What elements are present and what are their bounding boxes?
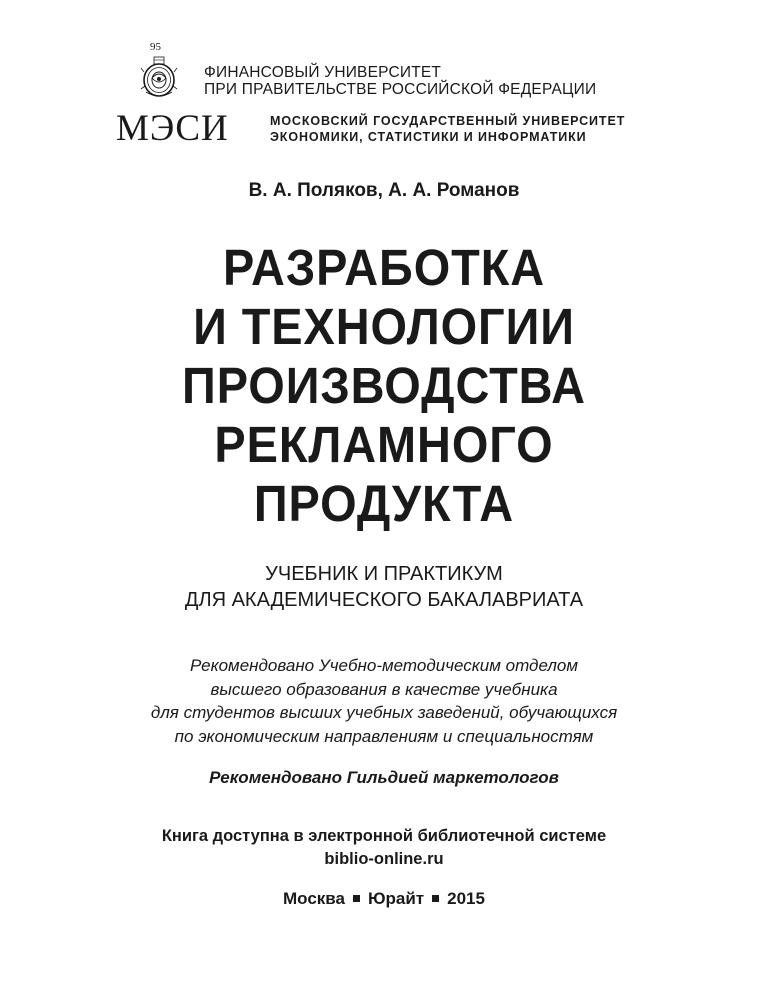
title-line: РАЗРАБОТКА [222, 239, 546, 296]
seal-anniversary-number: 95 [150, 41, 161, 53]
separator-square-icon [353, 895, 360, 902]
title-line: И ТЕХНОЛОГИИ [193, 298, 575, 355]
imprint-publisher: Юрайт [367, 889, 425, 908]
authors: В. А. Поляков, А. А. Романов [248, 180, 520, 201]
mesi-logo: МЭСИ [116, 108, 229, 149]
recommendation-line: высшего образования в качестве учебника [210, 679, 558, 699]
imprint-year: 2015 [447, 889, 485, 908]
ebs-line: Книга доступна в электронной библиотечной системе [161, 827, 607, 845]
book-title [31, 238, 738, 533]
financial-university-header [128, 42, 668, 104]
title-line: ПРОИЗВОДСТВА [182, 357, 586, 414]
book-subtitle [0, 561, 768, 613]
subtitle-line: УЧЕБНИК И ПРАКТИКУМ [265, 563, 503, 585]
guild-recommendation: Рекомендовано Гильдией маркетологов [209, 768, 559, 787]
mesi-line-2: ЭКОНОМИКИ, СТАТИСТИКИ И ИНФОРМАТИКИ [270, 130, 587, 144]
mesi-header [116, 108, 676, 149]
ebs-availability [0, 825, 768, 871]
recommendation-line: по экономическим направлениям и специальностям [174, 726, 594, 746]
separator-square-icon [432, 895, 439, 902]
financial-university-line-2: ПРИ ПРАВИТЕЛЬСТВЕ РОССИЙСКОЙ ФЕДЕРАЦИИ [204, 81, 597, 98]
financial-university-line-1: ФИНАНСОВЫЙ УНИВЕРСИТЕТ [204, 64, 442, 81]
recommendation-line: для студентов высших учебных заведений, обучающихся [150, 703, 618, 722]
recommendation-line: Рекомендовано Учебно-методическим отделом [189, 656, 579, 675]
ebs-url: biblio-online.ru [324, 850, 444, 868]
imprint [0, 889, 768, 909]
title-line: РЕКЛАМНОГО [214, 416, 554, 473]
recommendation-text [0, 654, 768, 748]
imprint-city: Москва [283, 889, 345, 908]
subtitle-line: ДЛЯ АКАДЕМИЧЕСКОГО БАКАЛАВРИАТА [184, 589, 584, 611]
financial-university-name [204, 64, 596, 98]
mesi-line-1: МОСКОВСКИЙ ГОСУДАРСТВЕННЫЙ УНИВЕРСИТЕТ [270, 114, 626, 128]
mesi-university-name [270, 113, 625, 145]
title-line: ПРОДУКТА [253, 475, 515, 532]
